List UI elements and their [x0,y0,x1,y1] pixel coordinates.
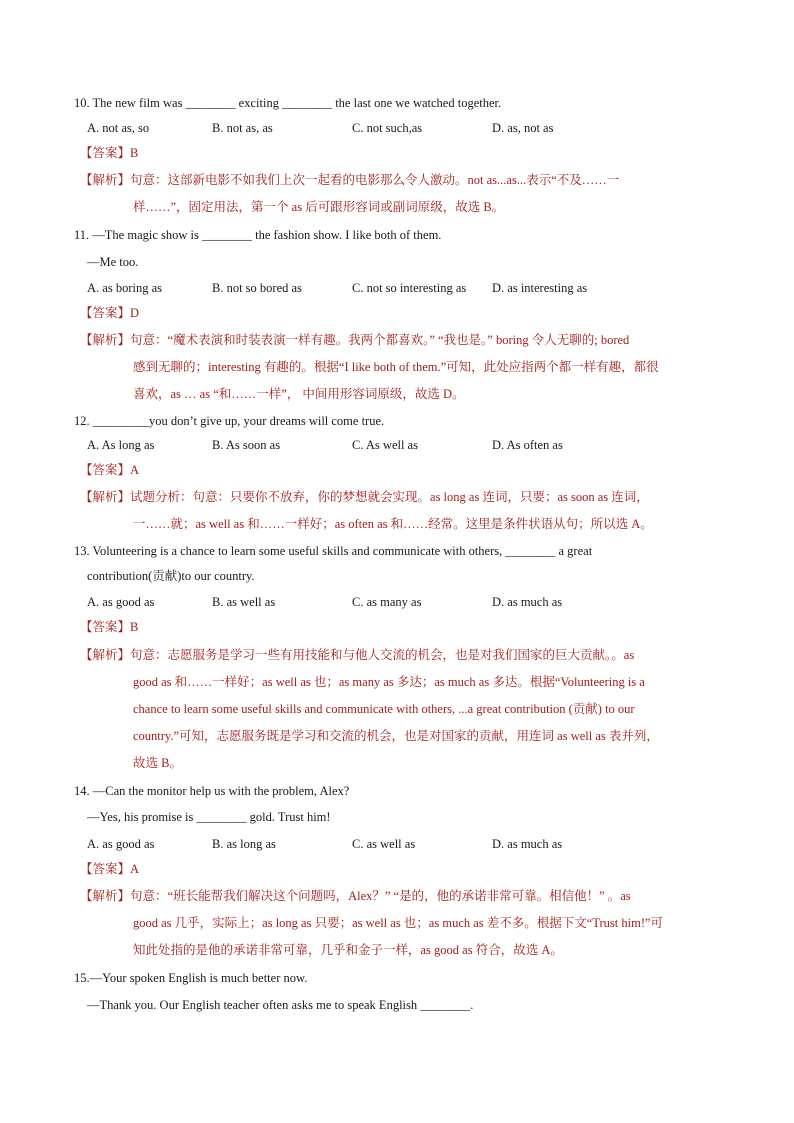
q10-analysis [80,172,619,188]
analysis-text: country.”可知，志愿服务既是学习和交流的机会，也是对国家的贡献，用连词 as well as 表并列， [133,729,659,743]
q12-answer [80,462,139,478]
question-15-reply: —Thank you. Our English teacher often asks me to speak English ________. [87,998,474,1012]
question-11-stem: 11. —The magic show is ________ the fashion show. I like both of them. [74,228,442,242]
analysis-tag: 【解析】 [80,647,131,662]
q13-analysis [80,647,634,663]
analysis-tag: 【解析】 [80,332,131,347]
answer-value: B [130,146,139,160]
answer-value: A [130,862,140,876]
q13-option-c: C. as many as [352,595,422,609]
q13-answer [80,619,138,635]
q13-option-a: A. as good as [87,595,155,609]
q10-answer [80,145,138,161]
answer-tag: 【答案】 [80,305,131,320]
question-13-stem-cont: contribution(贡献)to our country. [87,569,255,583]
question-14-reply: —Yes, his promise is ________ gold. Trust him! [87,810,331,824]
answer-tag: 【答案】 [80,462,131,477]
q10-option-b: B. not as, as [212,121,273,135]
analysis-text: 句意：“班长能帮我们解决这个问题吗，Alex？” “是的，他的承诺非常可靠。相信他！” 。as [130,889,631,903]
analysis-text: good as 几乎，实际上；as long as 只要；as well as 也；as much as 差不多。根据下文“Trust him!”可 [133,916,664,930]
answer-tag: 【答案】 [80,619,131,634]
q11-analysis [80,332,629,348]
analysis-text: 一……就；as well as 和……一样好；as often as 和……经常。这里是条件状语从句；所以选 A。 [133,517,653,531]
q10-option-a: A. not as, so [87,121,150,135]
q14-option-a: A. as good as [87,837,155,851]
question-15-stem: 15.—Your spoken English is much better now. [74,971,308,985]
analysis-text: chance to learn some useful skills and communicate with others, ...a great contribution (贡献) to our [133,702,635,716]
analysis-tag: 【解析】 [80,489,131,504]
q12-option-d: D. As often as [492,438,563,452]
q10-option-d: D. as, not as [492,121,554,135]
q14-option-c: C. as well as [352,837,416,851]
q11-option-d: D. as interesting as [492,281,588,295]
q12-option-c: C. As well as [352,438,418,452]
question-10-stem: 10. The new film was ________ exciting ________ the last one we watched together. [74,96,502,110]
q10-option-c: C. not such,as [352,121,423,135]
q11-option-b: B. not so bored as [212,281,302,295]
analysis-text: 感到无聊的；interesting 有趣的。根据“I like both of them.”可知，此处应指两个都一样有趣，都很 [133,360,659,374]
q14-answer [80,861,139,877]
q11-option-a: A. as boring as [87,281,162,295]
q14-option-d: D. as much as [492,837,563,851]
analysis-tag: 【解析】 [80,172,131,187]
q11-answer [80,305,139,321]
analysis-text: 知此处指的是他的承诺非常可靠，几乎和金子一样，as good as 符合，故选 A。 [133,943,563,957]
question-12-stem: 12. _________you don’t give up, your dreams will come true. [74,414,385,428]
analysis-text: 句意：这部新电影不如我们上次一起看的电影那么令人激动。not as...as...表示“不及……一 [130,173,620,187]
answer-value: A [130,463,140,477]
answer-tag: 【答案】 [80,145,131,160]
q12-option-a: A. As long as [87,438,155,452]
question-11-reply: —Me too. [87,255,139,269]
analysis-text: 喜欢，as … as “和……一样”， 中间用形容词原级，故选 D。 [133,387,465,401]
analysis-text: 故选 B。 [133,756,182,770]
q12-analysis [80,489,649,505]
analysis-tag: 【解析】 [80,888,131,903]
question-14-stem: 14. —Can the monitor help us with the problem, Alex? [74,784,350,798]
answer-value: D [130,306,140,320]
question-13-stem: 13. Volunteering is a chance to learn some useful skills and communicate with others, ________ a great [74,544,593,558]
q14-option-b: B. as long as [212,837,276,851]
q11-option-c: C. not so interesting as [352,281,467,295]
analysis-text: 样……”，固定用法，第一个 as 后可跟形容词或副词原级，故选 B。 [133,200,505,214]
analysis-text: 句意：志愿服务是学习一些有用技能和与他人交流的机会，也是对我们国家的巨大贡献。。as [130,648,635,662]
analysis-text: good as 和……一样好；as well as 也；as many as 多达；as much as 多达。根据“Volunteering is a [133,675,645,689]
q14-analysis [80,888,631,904]
answer-tag: 【答案】 [80,861,131,876]
analysis-text: 句意：“魔术表演和时装表演一样有趣。我两个都喜欢。” “我也是。” boring 令人无聊的; bored [130,333,630,347]
analysis-text: 试题分析：句意：只要你不放弃，你的梦想就会实现。as long as 连词，只要；as soon as 连词， [130,490,649,504]
q13-option-d: D. as much as [492,595,563,609]
q12-option-b: B. As soon as [212,438,281,452]
answer-value: B [130,620,139,634]
q13-option-b: B. as well as [212,595,276,609]
